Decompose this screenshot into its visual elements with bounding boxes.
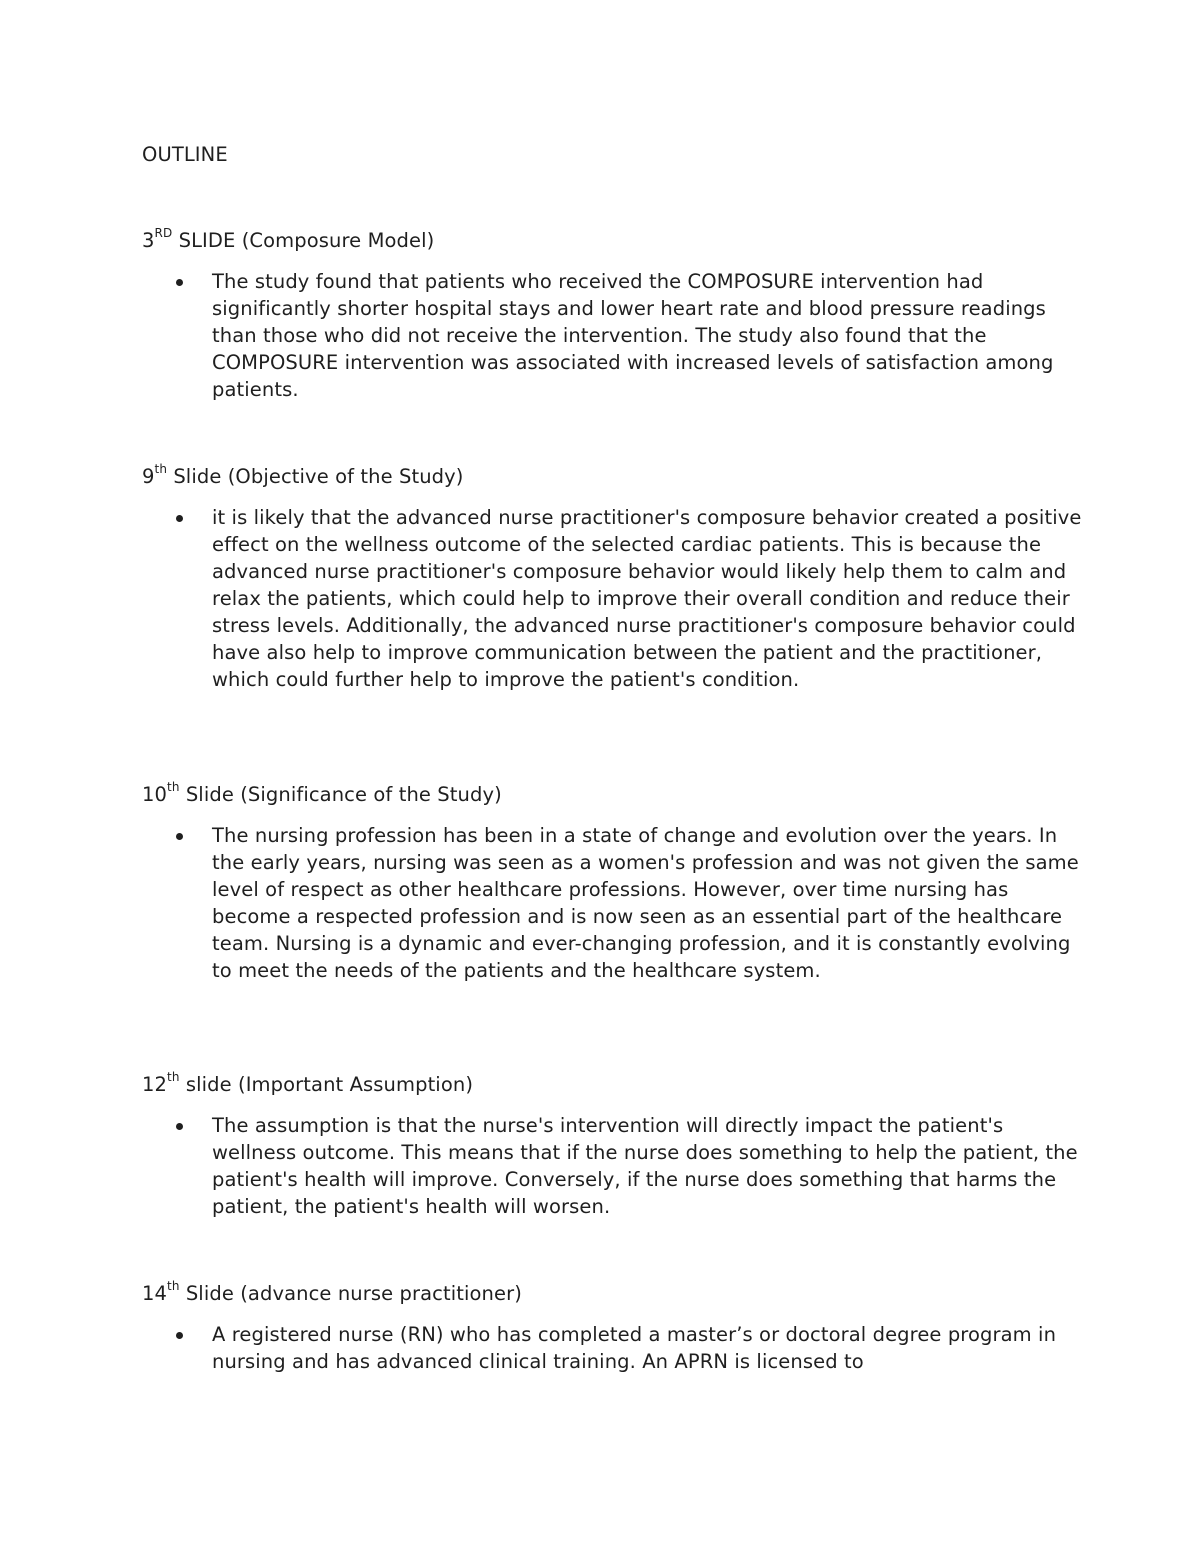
section-heading: [142, 1280, 1082, 1307]
list-item: [212, 1112, 1082, 1220]
bullet-list: [142, 504, 1082, 693]
list-item: [212, 822, 1082, 984]
slide-number: 3: [142, 229, 155, 252]
section-9th-slide: [142, 463, 1082, 693]
ordinal-suffix: th: [167, 1069, 180, 1084]
bullet-text: The assumption is that the nurse's intervention will directly impact the patient's wellness outcome. This means that if the nurse does something to help the patient, the patient's health will improve. Conversely, if the nurse does something that harms the patient, the patient's health will worsen.: [212, 1114, 1078, 1218]
bullet-text: it is likely that the advanced nurse practitioner's composure behavior created a positive effect on the wellness outcome of the selected cardiac patients. This is because the advanced nurse practitioner's composure behavior would likely help them to calm and relax the patients, which could help to improve their overall condition and reduce their stress levels. Additionally, the advanced nurse practitioner's composure behavior could have also help to improve communication between the patient and the practitioner, which could further help to improve the patient's condition.: [212, 506, 1082, 691]
ordinal-suffix: RD: [154, 225, 173, 240]
section-3rd-slide: [142, 227, 1082, 403]
section-label: slide (Important Assumption): [179, 1073, 474, 1096]
section-heading: [142, 781, 1082, 808]
bullet-text: The nursing profession has been in a state of change and evolution over the years. In the early years, nursing was seen as a women's profession and was not given the same level of respect as other healthcare professions. However, over time nursing has become a respected profession and is now seen as an essential part of the healthcare team. Nursing is a dynamic and ever-changing profession, and it is constantly evolving to meet the needs of the patients and the healthcare system.: [212, 824, 1079, 982]
section-10th-slide: [142, 781, 1082, 984]
section-heading: [142, 463, 1082, 490]
section-label: Slide (Significance of the Study): [179, 783, 502, 806]
section-label: SLIDE (Composure Model): [172, 229, 435, 252]
bullet-list: [142, 1321, 1082, 1375]
bullet-icon: [176, 515, 183, 522]
section-label: Slide (Objective of the Study): [167, 465, 464, 488]
bullet-icon: [176, 279, 183, 286]
list-item: [212, 1321, 1082, 1375]
bullet-text: The study found that patients who received the COMPOSURE intervention had significantly shorter hospital stays and lower heart rate and blood pressure readings than those who did not receive the intervention. The study also found that the COMPOSURE intervention was associated with increased levels of satisfaction among patients.: [212, 270, 1054, 401]
bullet-list: [142, 1112, 1082, 1220]
section-heading: [142, 1071, 1082, 1098]
bullet-list: [142, 268, 1082, 403]
slide-number: 12: [142, 1073, 168, 1096]
ordinal-suffix: th: [154, 461, 168, 476]
slide-number: 9: [142, 465, 155, 488]
bullet-icon: [176, 1123, 183, 1130]
section-14th-slide: [142, 1280, 1082, 1375]
bullet-icon: [176, 833, 183, 840]
page-title: OUTLINE: [142, 143, 228, 166]
bullet-text: A registered nurse (RN) who has completed a master’s or doctoral degree program in nursing and has advanced clinical training. An APRN is licensed to: [212, 1323, 1057, 1373]
bullet-icon: [176, 1332, 183, 1339]
slide-number: 10: [142, 783, 168, 806]
bullet-list: [142, 822, 1082, 984]
section-label: Slide (advance nurse practitioner): [179, 1282, 522, 1305]
ordinal-suffix: th: [167, 779, 180, 794]
list-item: [212, 504, 1082, 693]
section-12th-slide: [142, 1071, 1082, 1220]
slide-number: 14: [142, 1282, 168, 1305]
section-heading: [142, 227, 1082, 254]
list-item: [212, 268, 1082, 403]
ordinal-suffix: th: [167, 1278, 180, 1293]
